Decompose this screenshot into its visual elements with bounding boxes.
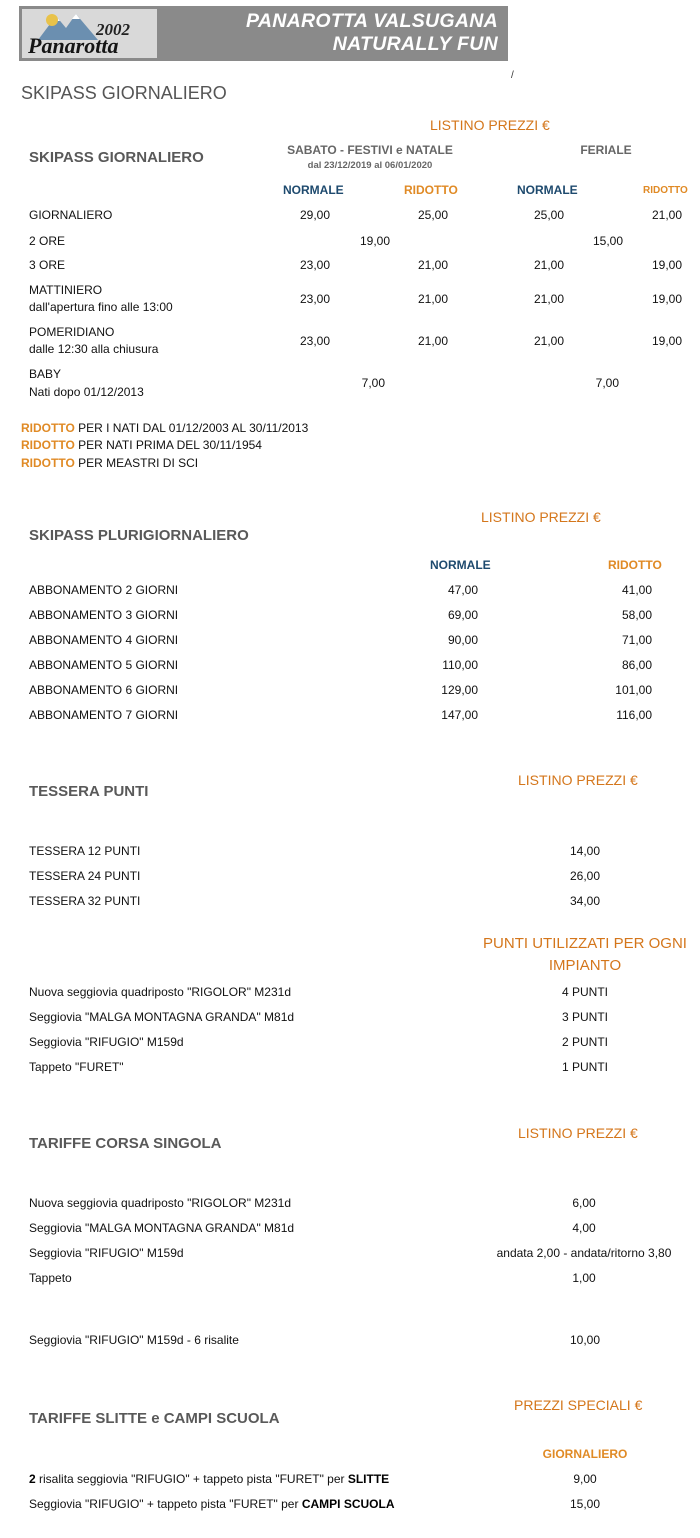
tessera-section-title: TESSERA PUNTI (29, 783, 149, 800)
panarotta-logo (22, 9, 157, 58)
note-text: PER I NATI DAL 01/12/2003 AL 30/11/2013 (74, 421, 309, 435)
row-label: POMERIDIANO (29, 325, 115, 339)
row-label: Tappeto "FURET" (29, 1060, 124, 1074)
fe-ridotto: 19,00 (651, 258, 682, 272)
row-label: ABBONAMENTO 4 GIORNI (29, 633, 179, 647)
col-ridotto-weekend: RIDOTTO (404, 183, 458, 197)
ridotto-price: 41,00 (621, 583, 652, 597)
daily-listino: LISTINO PREZZI € (430, 117, 550, 133)
row-label: ABBONAMENTO 2 GIORNI (29, 583, 179, 597)
row-sublabel: dall'apertura fino alle 13:00 (29, 300, 173, 314)
logo-name: Panarotta (28, 33, 119, 58)
col-normale-weekend: NORMALE (283, 183, 344, 197)
fe-single: 15,00 (592, 234, 623, 248)
normale-price: 147,00 (441, 708, 478, 722)
row-label: Seggiovia "RIFUGIO" M159d (29, 1246, 184, 1260)
bold-target: CAMPI SCUOLA (301, 1497, 395, 1511)
punti-title-line2: IMPIANTO (548, 957, 622, 974)
multi-listino: LISTINO PREZZI € (481, 509, 601, 525)
header-banner (19, 6, 508, 61)
multi-col-ridotto: RIDOTTO (608, 558, 662, 572)
col-normale-feriale: NORMALE (517, 183, 578, 197)
we-single: 19,00 (359, 234, 390, 248)
logo-year: 2002 (96, 20, 130, 39)
stray-slash: / (511, 70, 514, 81)
we-normale: 23,00 (299, 292, 330, 306)
fe-normale: 21,00 (533, 258, 564, 272)
weekend-dates: dal 23/12/2019 al 06/01/2020 (307, 160, 433, 171)
bold-count: 2 (29, 1472, 36, 1486)
punti-title-line1: PUNTI UTILIZZATI PER OGNI (483, 935, 687, 952)
fe-normale: 21,00 (533, 334, 564, 348)
price: 26,00 (569, 869, 601, 883)
price: 9,00 (573, 1472, 597, 1486)
single-section-title: TARIFFE CORSA SINGOLA (29, 1135, 222, 1152)
row-label: Tappeto (29, 1271, 72, 1285)
single-listino: LISTINO PREZZI € (518, 1125, 638, 1141)
row-label: Nuova seggiovia quadriposto "RIGOLOR" M231d (29, 1196, 291, 1210)
row-sublabel: Nati dopo 01/12/2013 (29, 385, 144, 399)
fe-ridotto: 21,00 (651, 208, 682, 222)
tessera-listino: LISTINO PREZZI € (518, 772, 638, 788)
ridotto-price: 86,00 (621, 658, 652, 672)
row-label: TESSERA 32 PUNTI (29, 894, 141, 908)
punti-value: 3 PUNTI (561, 1010, 608, 1024)
ridotto-price: 58,00 (621, 608, 652, 622)
fe-normale: 25,00 (533, 208, 564, 222)
ridotto-note (21, 456, 198, 470)
slitte-col-giornaliero: GIORNALIERO (542, 1447, 628, 1461)
fe-ridotto: 19,00 (651, 292, 682, 306)
row-label: Seggiovia "MALGA MONTAGNA GRANDA" M81d (29, 1010, 295, 1024)
price: 34,00 (569, 894, 601, 908)
we-normale: 29,00 (299, 208, 330, 222)
fe-ridotto: 19,00 (651, 334, 682, 348)
row-label: ABBONAMENTO 3 GIORNI (29, 608, 179, 622)
weekend-group-header: SABATO - FESTIVI e NATALE (287, 143, 453, 157)
ridotto-note (21, 438, 262, 452)
row-sublabel: dalle 12:30 alla chiusura (29, 342, 159, 356)
page-title: SKIPASS GIORNALIERO (21, 83, 227, 103)
multi-col-normale: NORMALE (430, 558, 491, 572)
row-label: 2 ORE (29, 234, 66, 248)
price: andata 2,00 - andata/ritorno 3,80 (496, 1246, 672, 1260)
normale-price: 69,00 (447, 608, 478, 622)
ridotto-price: 71,00 (621, 633, 652, 647)
price: 15,00 (569, 1497, 601, 1511)
row-label: ABBONAMENTO 7 GIORNI (29, 708, 179, 722)
row-label: BABY (29, 367, 62, 381)
feriale-group-header: FERIALE (580, 143, 632, 157)
we-normale: 23,00 (299, 334, 330, 348)
ridotto-price: 116,00 (616, 708, 652, 722)
ridotto-price: 101,00 (615, 683, 652, 697)
col-ridotto-feriale: RIDOTTO (643, 185, 688, 196)
row-label: Seggiovia "MALGA MONTAGNA GRANDA" M81d (29, 1221, 295, 1235)
punti-value: 4 PUNTI (561, 985, 608, 999)
we-normale: 23,00 (299, 258, 330, 272)
we-ridotto: 21,00 (417, 292, 448, 306)
row-label: GIORNALIERO (29, 208, 113, 222)
punti-value: 2 PUNTI (561, 1035, 608, 1049)
daily-section-title: SKIPASS GIORNALIERO (29, 149, 204, 166)
row-label: ABBONAMENTO 6 GIORNI (29, 683, 179, 697)
tagline-line2: NATURALLY FUN (332, 33, 498, 55)
row-label: 3 ORE (29, 258, 66, 272)
price: 10,00 (569, 1333, 601, 1347)
multi-section-title: SKIPASS PLURIGIORNALIERO (29, 527, 249, 544)
fe-single: 7,00 (595, 376, 619, 390)
slitte-listino: PREZZI SPECIALI € (514, 1397, 643, 1413)
we-single: 7,00 (361, 376, 385, 390)
price: 14,00 (569, 844, 601, 858)
tagline-line1: PANAROTTA VALSUGANA (246, 10, 498, 32)
row-label: ABBONAMENTO 5 GIORNI (29, 658, 179, 672)
row-label (29, 1497, 394, 1511)
price: 6,00 (572, 1196, 596, 1210)
row-label: MATTINIERO (29, 283, 103, 297)
note-text: PER MEASTRI DI SCI (74, 456, 199, 470)
row-label: Nuova seggiovia quadriposto "RIGOLOR" M231d (29, 985, 291, 999)
row-label: Seggiovia "RIFUGIO" M159d (29, 1035, 184, 1049)
normale-price: 110,00 (442, 658, 478, 672)
row-label: TESSERA 12 PUNTI (29, 844, 141, 858)
price: 1,00 (572, 1271, 596, 1285)
row-label: TESSERA 24 PUNTI (29, 869, 141, 883)
slitte-section-title: TARIFFE SLITTE e CAMPI SCUOLA (29, 1410, 280, 1427)
note-highlight: RIDOTTO (21, 421, 75, 435)
normale-price: 90,00 (447, 633, 478, 647)
ridotto-note (21, 421, 308, 435)
price: 4,00 (572, 1221, 596, 1235)
row-text: risalita seggiovia "RIFUGIO" + tappeto pista "FURET" per (35, 1472, 348, 1486)
note-text: PER NATI PRIMA DEL 30/11/1954 (74, 438, 262, 452)
we-ridotto: 21,00 (417, 334, 448, 348)
row-label (29, 1472, 389, 1486)
normale-price: 47,00 (447, 583, 478, 597)
punti-value: 1 PUNTI (561, 1060, 608, 1074)
we-ridotto: 21,00 (417, 258, 448, 272)
fe-normale: 21,00 (533, 292, 564, 306)
note-highlight: RIDOTTO (21, 456, 75, 470)
we-ridotto: 25,00 (417, 208, 448, 222)
row-label: Seggiovia "RIFUGIO" M159d - 6 risalite (29, 1333, 239, 1347)
bold-target: SLITTE (347, 1472, 390, 1486)
normale-price: 129,00 (441, 683, 478, 697)
note-highlight: RIDOTTO (21, 438, 75, 452)
row-text: Seggiovia "RIFUGIO" + tappeto pista "FURET" per (29, 1497, 302, 1511)
